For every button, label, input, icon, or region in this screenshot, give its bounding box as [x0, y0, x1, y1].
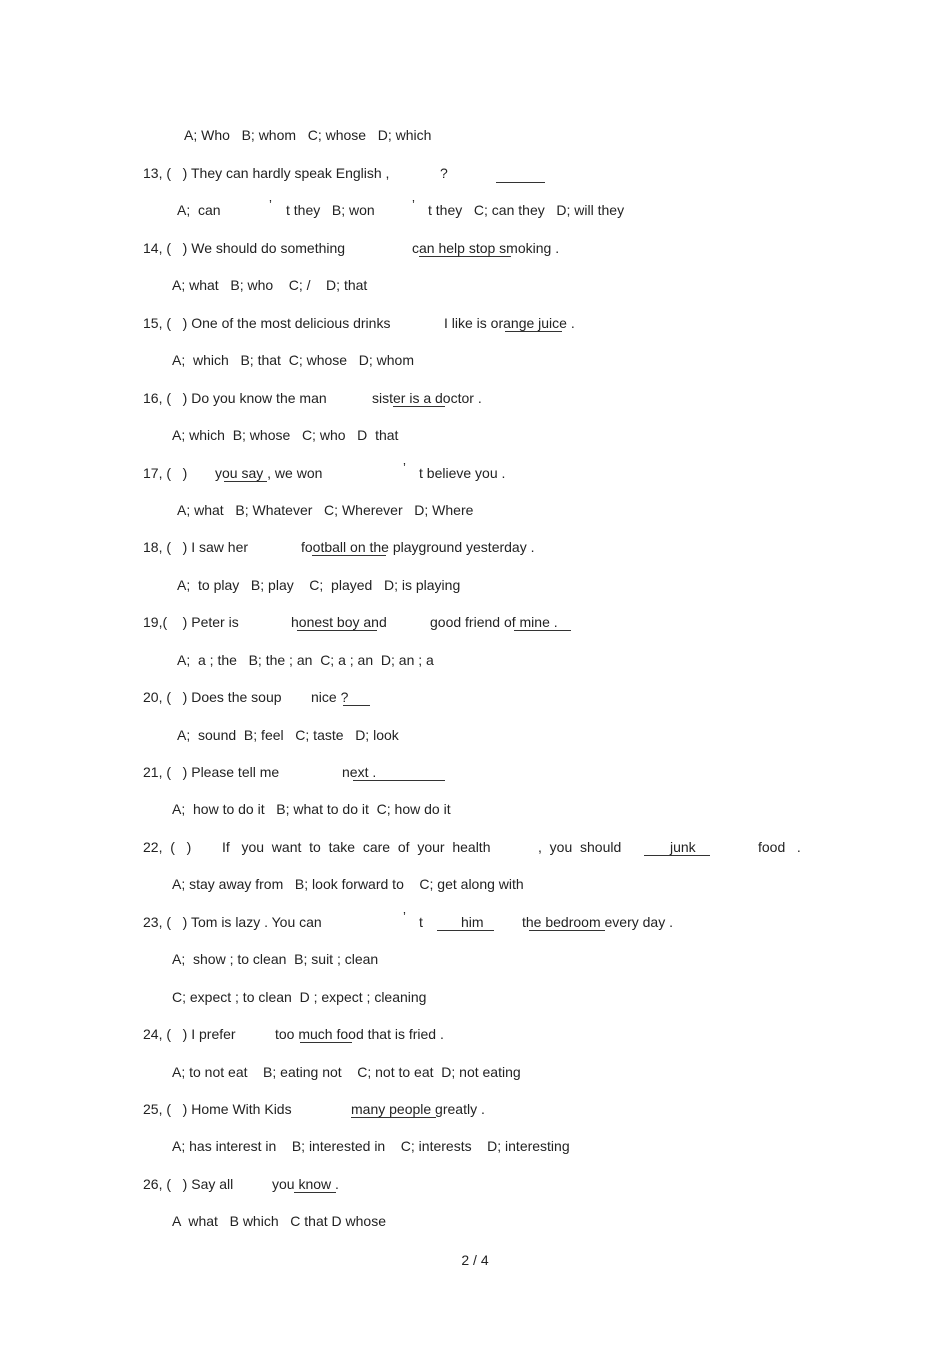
question-25-tail: many people greatly .	[351, 1101, 485, 1117]
question-26-tail: you know .	[272, 1176, 339, 1192]
question-19-tail: good friend of mine .	[430, 614, 558, 630]
question-13-option-cd: t they C; can they D; will they	[428, 202, 625, 218]
question-17-stem: 17, ( )	[143, 465, 188, 481]
question-13-option-b: t they B; won	[286, 202, 375, 218]
question-26-options: A what B which C that D whose	[172, 1213, 386, 1229]
question-21-stem: 21, ( ) Please tell me	[143, 764, 280, 780]
answer-blank	[529, 930, 605, 931]
question-13-option-a: A; can	[177, 202, 221, 218]
question-24-stem: 24, ( ) I prefer	[143, 1026, 236, 1042]
apostrophe-mark: ’	[403, 909, 406, 924]
question-23-options-cd: C; expect ; to clean D ; expect ; cleaning	[172, 989, 427, 1005]
question-22-stem: 22, ( )	[143, 839, 192, 855]
question-14-tail: can help stop smoking .	[412, 240, 560, 256]
question-23-tail: the bedroom every day .	[522, 914, 673, 930]
question-13-stem: 13, ( ) They can hardly speak English ,	[143, 165, 390, 181]
answer-blank	[505, 331, 562, 332]
question-17-options: A; what B; Whatever C; Wherever D; Where	[177, 502, 474, 518]
answer-blank	[353, 780, 445, 781]
question-14-stem: 14, ( ) We should do something	[143, 240, 346, 256]
question-25-stem: 25, ( ) Home With Kids	[143, 1101, 292, 1117]
answer-blank	[514, 630, 571, 631]
answer-blank	[496, 182, 545, 183]
question-24-options: A; to not eat B; eating not C; not to eat D; not eating	[172, 1064, 521, 1080]
question-23-blank-word: him	[461, 914, 484, 930]
question-14-options: A; what B; who C; / D; that	[172, 277, 368, 293]
question-16-stem: 16, ( ) Do you know the man	[143, 390, 327, 406]
question-22-tail: food .	[758, 839, 801, 855]
question-15-stem: 15, ( ) One of the most delicious drinks	[143, 315, 391, 331]
question-19-mid: honest boy and	[291, 614, 387, 630]
question-13-mark: ?	[440, 165, 448, 181]
answer-blank	[644, 855, 710, 856]
answer-blank	[437, 930, 494, 931]
question-19-options: A; a ; the B; the ; an C; a ; an D; an ; a	[177, 652, 434, 668]
question-17-tail: t believe you .	[419, 465, 506, 481]
answer-blank	[312, 555, 386, 556]
answer-blank	[294, 1192, 336, 1193]
question-26-stem: 26, ( ) Say all	[143, 1176, 234, 1192]
question-18-stem: 18, ( ) I saw her	[143, 539, 249, 555]
answer-blank	[343, 705, 370, 706]
question-25-options: A; has interest in B; interested in C; interests D; interesting	[172, 1138, 570, 1154]
question-22-blank-word: junk	[670, 839, 696, 855]
question-24-tail: too much food that is fried .	[275, 1026, 444, 1042]
answer-blank	[300, 1042, 352, 1043]
question-22-text: If you want to take care of your health	[222, 839, 491, 855]
question-18-options: A; to play B; play C; played D; is playing	[177, 577, 461, 593]
question-15-tail: I like is orange juice .	[444, 315, 575, 331]
question-20-stem: 20, ( ) Does the soup	[143, 689, 282, 705]
question-20-options: A; sound B; feel C; taste D; look	[177, 727, 399, 743]
answer-blank	[419, 256, 511, 257]
question-23-stem: 23, ( ) Tom is lazy . You can	[143, 914, 322, 930]
question-18-tail: football on the playground yesterday .	[301, 539, 535, 555]
question-21-options: A; how to do it B; what to do it C; how do it	[172, 801, 451, 817]
question-17-mid: you say , we won	[215, 465, 323, 481]
question-16-options: A; which B; whose C; who D that	[172, 427, 399, 443]
page-number: 2 / 4	[461, 1252, 489, 1268]
answer-blank	[393, 406, 445, 407]
question-16-tail: sister is a doctor .	[372, 390, 482, 406]
question-23-t: t	[419, 914, 423, 930]
question-21-tail: next .	[342, 764, 377, 780]
question-15-options: A; which B; that C; whose D; whom	[172, 352, 414, 368]
apostrophe-mark: ’	[403, 460, 406, 475]
answer-blank	[351, 1117, 436, 1118]
question-23-options-ab: A; show ; to clean B; suit ; clean	[172, 951, 379, 967]
answer-blank	[297, 630, 377, 631]
options-q12: A; Who B; whom C; whose D; which	[184, 127, 432, 143]
question-19-stem: 19,( ) Peter is	[143, 614, 239, 630]
apostrophe-mark: ’	[412, 197, 415, 212]
question-22-mid: , you should	[538, 839, 622, 855]
apostrophe-mark: ’	[269, 197, 272, 212]
question-22-options: A; stay away from B; look forward to C; get along with	[172, 876, 524, 892]
answer-blank	[224, 481, 267, 482]
question-20-tail: nice ?	[311, 689, 349, 705]
